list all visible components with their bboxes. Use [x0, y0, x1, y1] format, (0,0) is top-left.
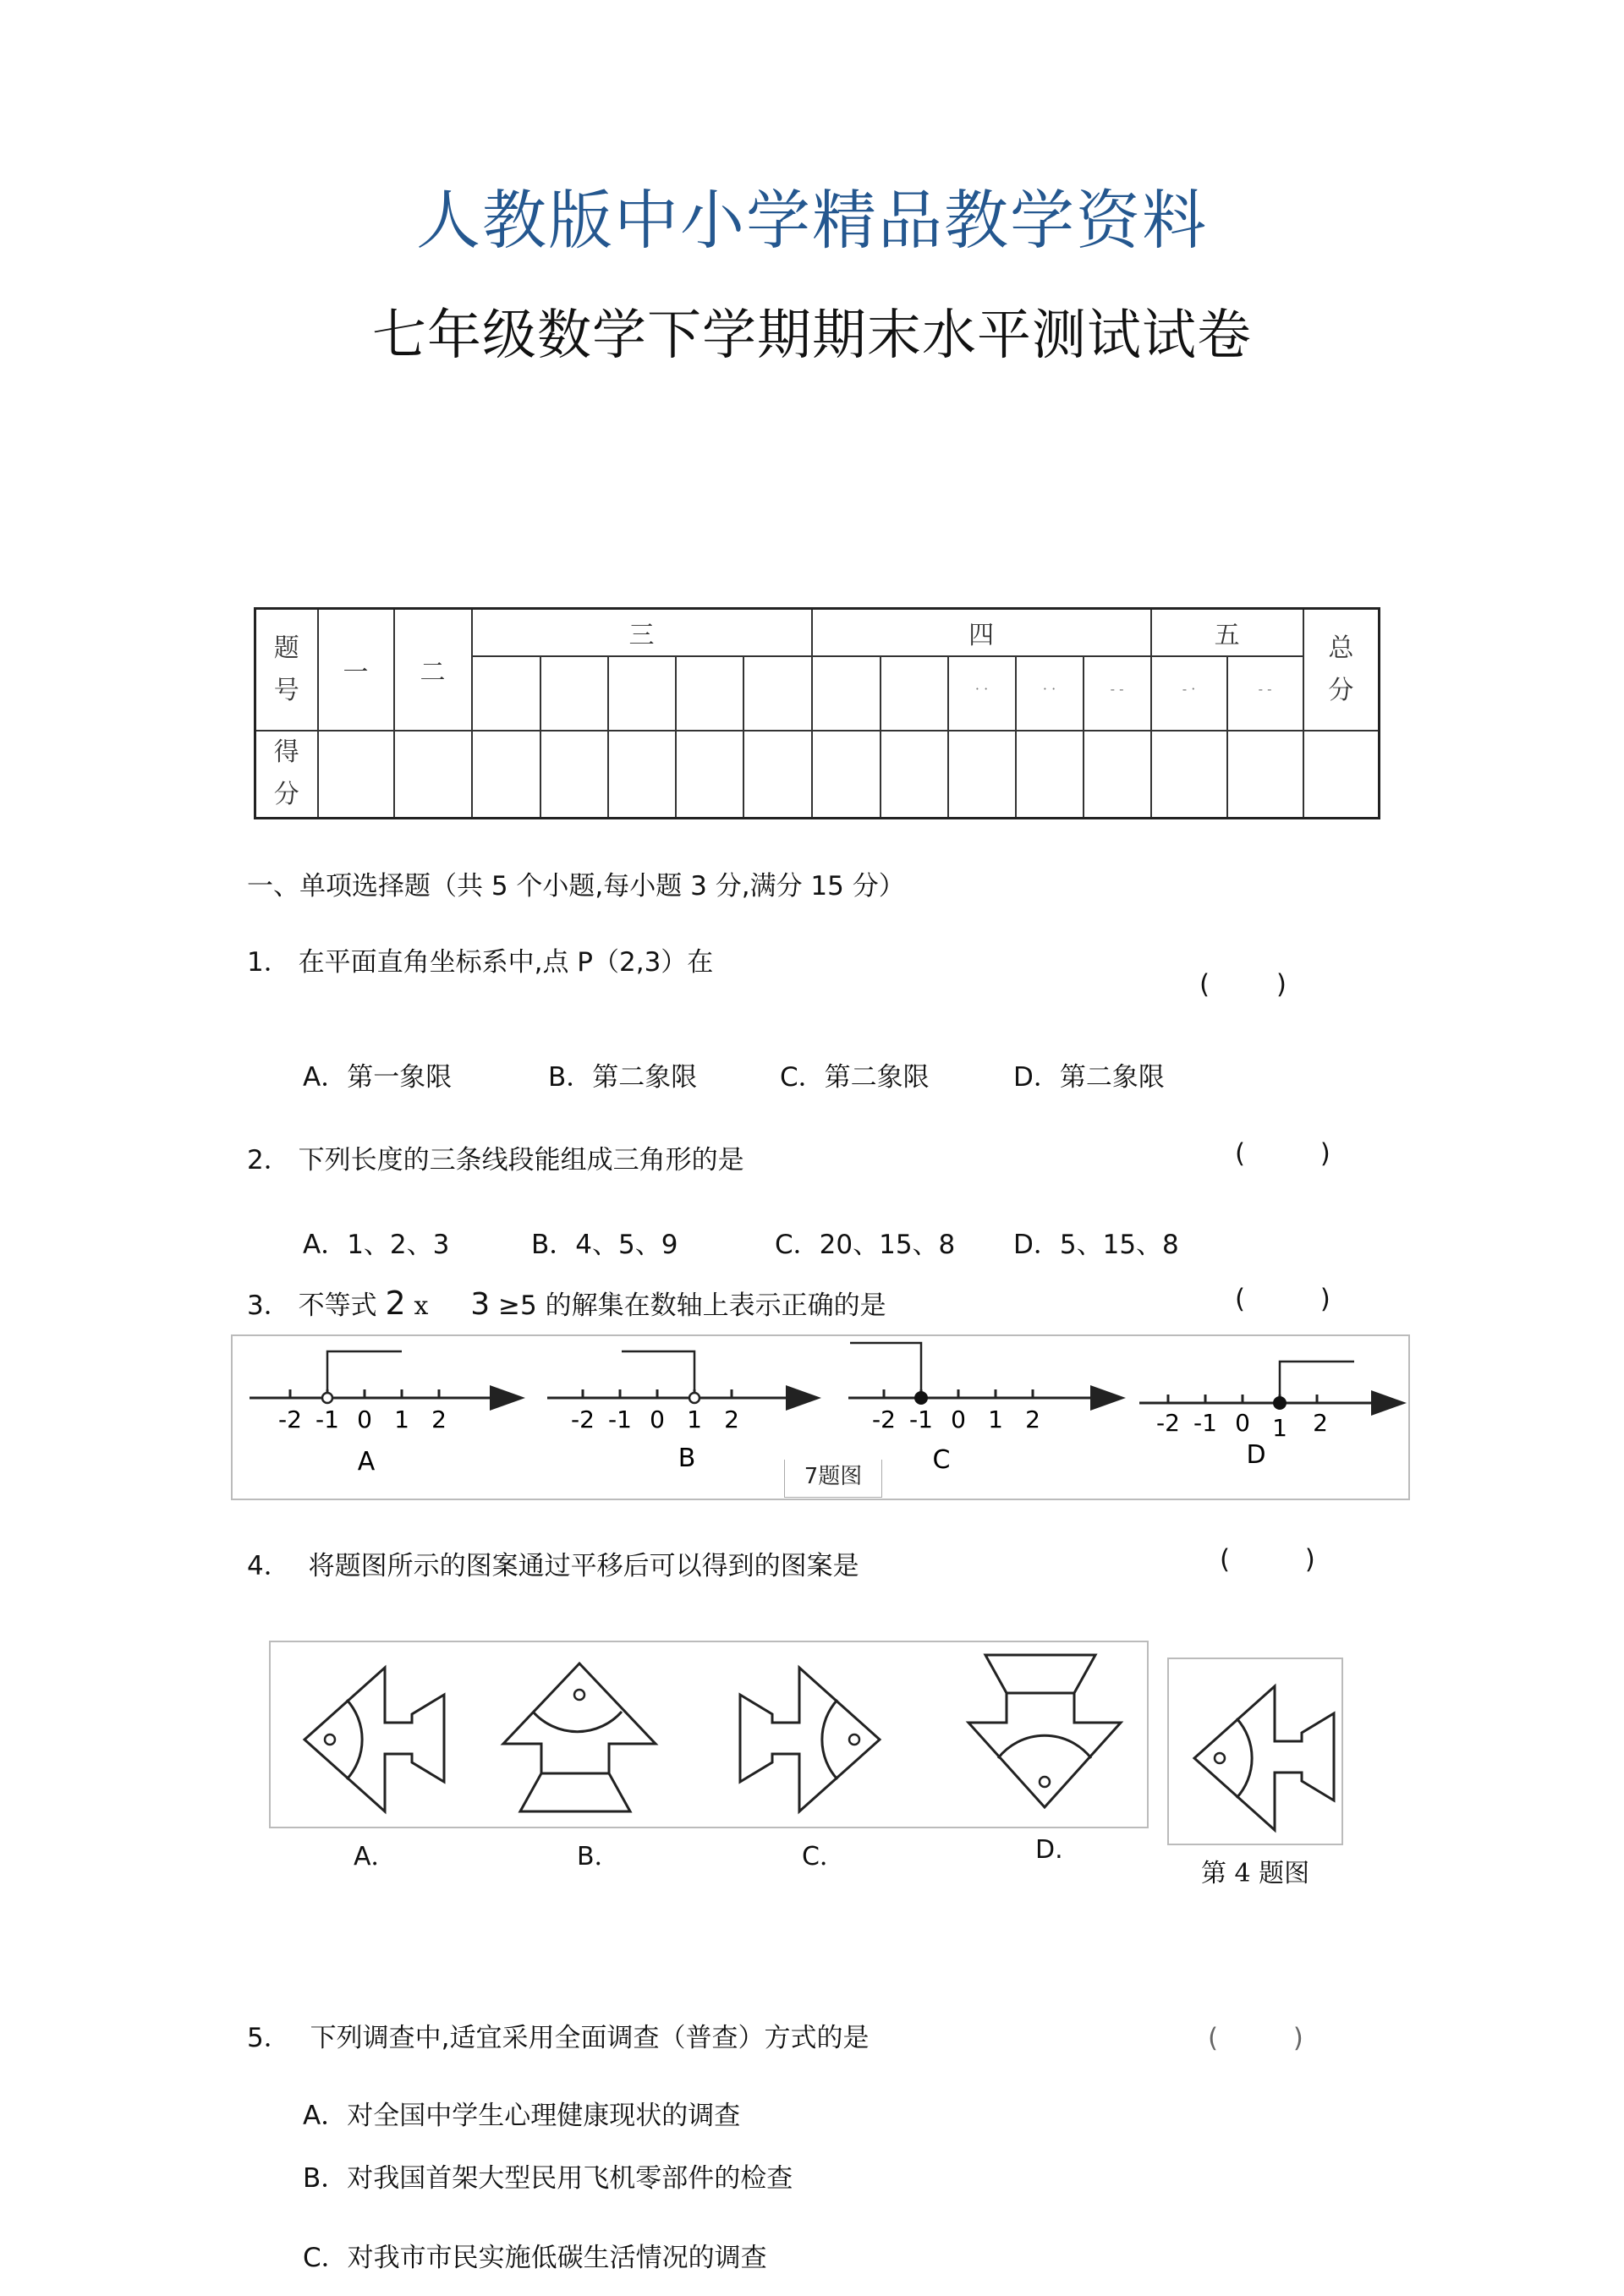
answer-bracket[interactable]: ( ): [1199, 969, 1287, 1000]
subcell-mark: - ·: [1151, 656, 1227, 731]
question-text: 下列调查中,适宜采用全面调查（普查）方式的是: [310, 2023, 870, 2053]
answer-bracket[interactable]: ( ): [1220, 1544, 1315, 1575]
row-header-score: [255, 731, 318, 819]
tick-label: -1: [315, 1406, 339, 1433]
option-b[interactable]: B．对我国首架大型民用飞机零部件的检查: [303, 2163, 793, 2194]
question-1: [247, 940, 713, 978]
option-b[interactable]: B．4、5、9: [531, 1230, 678, 1260]
q4-options-panel: [269, 1641, 1149, 1828]
header-label-char: 总: [1328, 633, 1354, 663]
option-letter: C: [932, 1445, 951, 1475]
tick-label: 1: [988, 1406, 1003, 1433]
tick-label: -2: [571, 1406, 595, 1433]
tick-label: 2: [431, 1406, 447, 1433]
score-cell[interactable]: [743, 731, 812, 819]
answer-bracket[interactable]: ( ): [1235, 1284, 1330, 1314]
question-number: 4．: [247, 1551, 290, 1581]
subcell: [812, 656, 881, 731]
subcell-mark: · ·: [948, 656, 1016, 731]
expr-constant: 3: [470, 1287, 491, 1322]
tick-label: -1: [608, 1406, 632, 1433]
question-text: 在平面直角坐标系中,点 P（2,3）在: [298, 947, 714, 978]
header-label-char: 题: [273, 633, 299, 663]
question-number: 3．: [247, 1290, 290, 1321]
row-label-char: 得: [273, 737, 299, 768]
option-a[interactable]: A．对全国中学生心理健康现状的调查: [303, 2101, 741, 2131]
tick-label: 2: [724, 1406, 739, 1433]
score-cell[interactable]: [1303, 731, 1380, 819]
option-c[interactable]: C．20、15、8: [775, 1230, 956, 1260]
option-letter: B: [678, 1444, 696, 1473]
tick-label: -2: [872, 1406, 896, 1433]
section-heading: 一、单项选择题（共 5 个小题,每小题 3 分,满分 15 分）: [247, 871, 905, 901]
expr-coefficient: 2: [385, 1285, 406, 1322]
shape-option-a[interactable]: [304, 1668, 444, 1811]
tick-label: -2: [278, 1406, 302, 1433]
subcell-mark: - -: [1227, 656, 1303, 731]
q4-reference-figure: [1167, 1658, 1343, 1845]
question-2: [247, 1138, 744, 1176]
answer-bracket[interactable]: ( ): [1208, 2023, 1303, 2053]
option-label-c: C．: [802, 1842, 845, 1871]
shape-option-c[interactable]: [740, 1668, 880, 1811]
score-cell[interactable]: [812, 731, 881, 819]
option-letter: A: [357, 1447, 376, 1477]
option-c[interactable]: C．对我市市民实施低碳生活情况的调查: [303, 2243, 767, 2273]
expr-variable: x: [414, 1291, 429, 1321]
col-header-1: 一: [318, 609, 394, 731]
question-text: 将题图所示的图案通过平移后可以得到的图案是: [308, 1551, 859, 1581]
option-a[interactable]: A．1、2、3: [303, 1230, 450, 1260]
tick-label: 1: [1272, 1414, 1287, 1442]
score-cell[interactable]: [881, 731, 948, 819]
answer-bracket[interactable]: ( ): [1235, 1138, 1330, 1169]
subcell: [881, 656, 948, 731]
header-label-char: 分: [1328, 675, 1354, 705]
score-table: [254, 607, 1380, 819]
tick-label: -1: [1193, 1409, 1217, 1437]
score-cell[interactable]: [676, 731, 743, 819]
question-text: 不等式: [298, 1290, 377, 1321]
tick-label: 1: [394, 1406, 409, 1433]
figure-caption: 7题图: [784, 1460, 882, 1498]
q3-figure-panel: [231, 1334, 1410, 1500]
score-cell[interactable]: [948, 731, 1016, 819]
option-label-a: A．: [354, 1842, 397, 1871]
tick-label: 0: [357, 1406, 372, 1433]
tick-label: 0: [1235, 1409, 1250, 1437]
number-line-c[interactable]: [848, 1343, 1121, 1475]
question-number: 5．: [247, 2023, 290, 2053]
score-cell[interactable]: [394, 731, 472, 819]
tick-label: 0: [951, 1406, 966, 1433]
question-text: ≥5 的解集在数轴上表示正确的是: [498, 1290, 886, 1321]
score-cell[interactable]: [1227, 731, 1303, 819]
number-line-d[interactable]: [1139, 1362, 1402, 1470]
question-number: 1．: [247, 947, 290, 978]
score-cell[interactable]: [1016, 731, 1084, 819]
reference-shape: [1169, 1659, 1341, 1844]
tick-label: 1: [687, 1406, 702, 1433]
question-5: [247, 2016, 869, 2054]
header-label-char: 号: [273, 675, 299, 705]
option-label-b: B．: [577, 1842, 620, 1871]
shape-option-b[interactable]: [503, 1663, 656, 1811]
score-cell[interactable]: [608, 731, 676, 819]
question-number: 2．: [247, 1145, 290, 1175]
subcell: [676, 656, 743, 731]
question-3: [247, 1284, 886, 1322]
subcell: [472, 656, 540, 731]
row-label-char: 分: [273, 780, 299, 810]
score-cell[interactable]: [472, 731, 540, 819]
shape-option-d[interactable]: [968, 1655, 1121, 1807]
subcell: [608, 656, 676, 731]
col-header-3: 三: [472, 609, 812, 656]
number-line-b[interactable]: [547, 1351, 816, 1473]
tick-label: 0: [650, 1406, 665, 1433]
q4-shapes: [271, 1642, 1147, 1827]
page-title: 七年级数学下学期期末水平测试试卷: [372, 304, 1252, 367]
col-header-4: 四: [812, 609, 1151, 656]
subcell: [743, 656, 812, 731]
option-b[interactable]: B．第二象限: [548, 1062, 698, 1093]
tick-label: -1: [909, 1406, 933, 1433]
tick-label: 2: [1025, 1406, 1040, 1433]
header-cell-total: [1303, 609, 1380, 731]
option-label-d: D.: [1035, 1835, 1063, 1865]
question-4: [247, 1544, 859, 1582]
option-d[interactable]: D．5、15、8: [1013, 1230, 1179, 1260]
option-d[interactable]: D．第二象限: [1013, 1062, 1165, 1093]
subcell: [540, 656, 608, 731]
option-letter: D: [1246, 1440, 1266, 1470]
option-a[interactable]: A．第一象限: [303, 1062, 453, 1093]
score-cell[interactable]: [1151, 731, 1227, 819]
score-cell[interactable]: [1084, 731, 1151, 819]
score-cell[interactable]: [318, 731, 394, 819]
col-header-5: 五: [1151, 609, 1303, 656]
question-text: 下列长度的三条线段能组成三角形的是: [298, 1145, 744, 1175]
subcell-mark: - -: [1084, 656, 1151, 731]
tick-label: -2: [1156, 1409, 1180, 1437]
header-cell-question-no: [255, 609, 318, 731]
score-cell[interactable]: [540, 731, 608, 819]
number-line-a[interactable]: [250, 1351, 520, 1477]
option-c[interactable]: C．第二象限: [780, 1062, 930, 1093]
brand-heading: 人教版中小学精品教学资料: [416, 183, 1208, 258]
figure-caption: 第 4 题图: [1201, 1859, 1310, 1888]
subcell-mark: · ·: [1016, 656, 1084, 731]
col-header-2: 二: [394, 609, 472, 731]
tick-label: 2: [1313, 1409, 1328, 1437]
